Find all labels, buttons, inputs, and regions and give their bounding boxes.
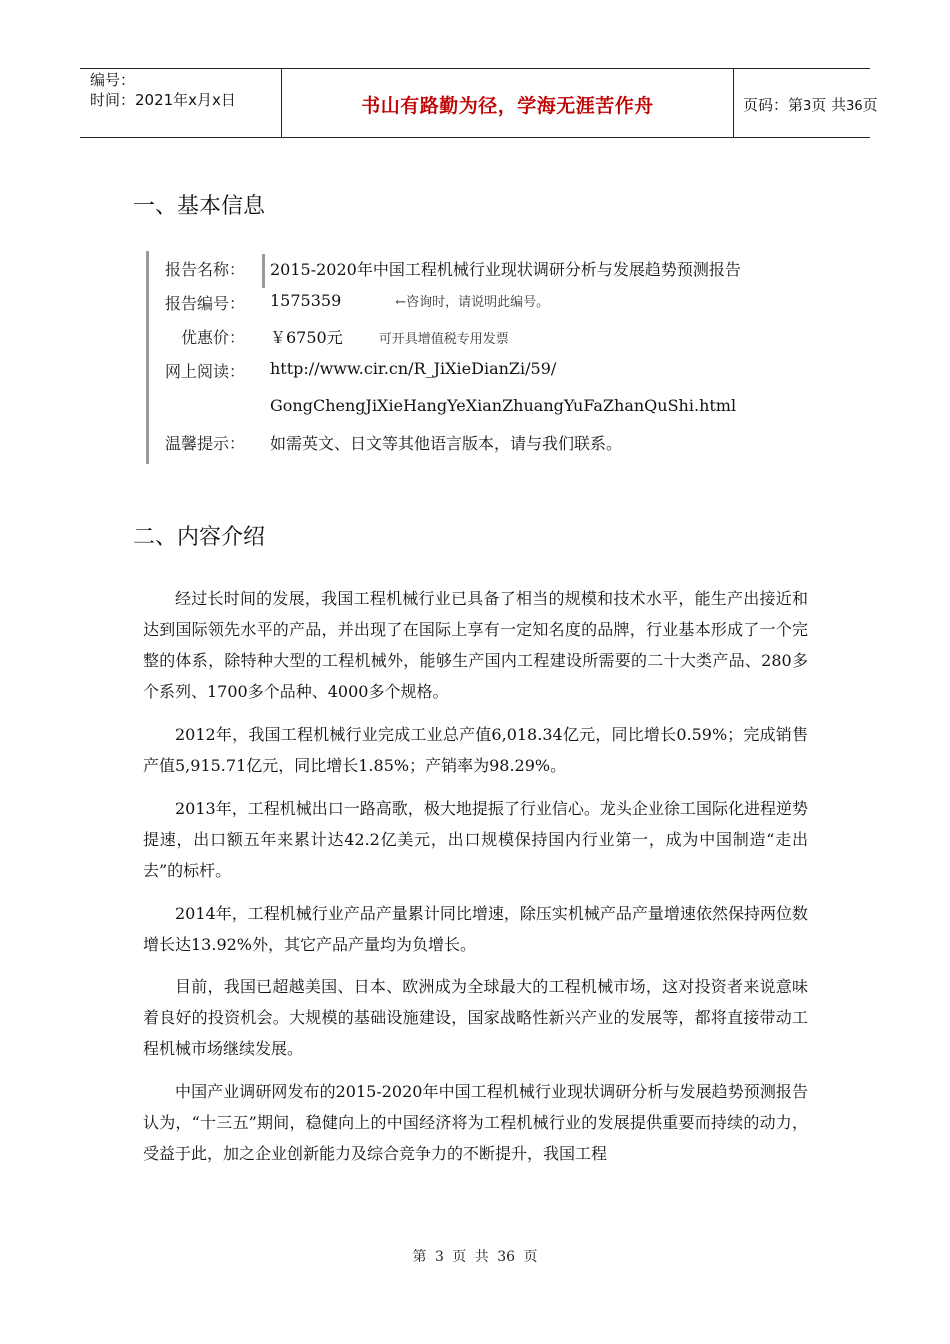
document-number-label: 编号： <box>90 71 136 89</box>
header-slogan-cell <box>281 69 734 137</box>
tip-value: 如需英文、日文等其他语言版本，请与我们联系。 <box>270 434 623 453</box>
info-row-tip <box>149 431 789 461</box>
report-code-number: 1575359 <box>270 291 342 310</box>
online-read-link-line2[interactable]: GongChengJiXieHangYeXianZhuangYuFaZhanQuShi.html <box>270 396 737 415</box>
online-read-link-line1[interactable]: http://www.cir.cn/R_JiXieDianZi/59/ <box>270 359 557 378</box>
page-current: 3 <box>803 99 812 114</box>
header-page-cell <box>733 69 878 137</box>
info-row-price <box>149 325 789 355</box>
document-date: 时间：2021年x月x日 <box>90 91 236 109</box>
report-name-value: 2015-2020年中国工程机械行业现状调研分析与发展趋势预测报告 <box>270 260 741 279</box>
content-paragraph: 2013年，工程机械出口一路高歌，极大地提振了行业信心。龙头企业徐工国际化进程逆势提速，出口额五年来累计达42.2亿美元，出口规模保持国内行业第一，成为中国制造“走出去”的标杆。 <box>143 799 808 880</box>
content-paragraph: 2012年，我国工程机械行业完成工业总产值6,018.34亿元，同比增长0.59%；完成销售产值5,915.71亿元，同比增长1.85%；产销率为98.29%。 <box>143 725 808 775</box>
online-read-label: 网上阅读： <box>165 362 246 381</box>
header-slogan: 书山有路勤为径，学海无涯苦作舟 <box>361 95 654 117</box>
page-total: 36 <box>846 99 863 114</box>
page-prefix: 页码：第 <box>743 96 804 114</box>
content-paragraph: 中国产业调研网发布的2015-2020年中国工程机械行业现状调研分析与发展趋势预测报告认为，“十三五”期间，稳健向上的中国经济将为工程机械行业的发展提供重要而持续的动力，受益于此，加之企业创新能力及综合竞争力的不断提升，我国工程 <box>143 1082 808 1163</box>
header-page-number <box>743 94 878 115</box>
page-header <box>80 68 878 138</box>
price-note: 可开具增值税专用发票 <box>378 332 509 347</box>
section-title-basic-info: 一、基本信息 <box>133 194 266 219</box>
report-info-block <box>146 251 789 464</box>
content-paragraph: 目前，我国已超越美国、日本、欧洲成为全球最大的工程机械市场，这对投资者来说意味着良好的投资机会。大规模的基础设施建设，国家战略性新兴产业的发展等，都将直接带动工程机械市场继续发展。 <box>143 977 808 1058</box>
price-value: ￥6750元 <box>270 328 343 347</box>
price-value-group <box>270 325 509 348</box>
info-row-url-cont <box>149 396 789 426</box>
page-suffix: 页 <box>862 96 878 114</box>
report-code-label: 报告编号： <box>165 294 246 313</box>
section-title-content: 二、内容介绍 <box>133 525 266 550</box>
info-row-code <box>149 291 789 321</box>
content-paragraph: 经过长时间的发展，我国工程机械行业已具备了相当的规模和技术水平，能生产出接近和达到国际领先水平的产品，并出现了在国际上享有一定知名度的品牌，行业基本形成了一个完整的体系，除特种大型的工程机械外，能够生产国内工程建设所需要的二十大类产品、280多个系列、1700多个品种、4000多个规格。 <box>143 589 808 701</box>
header-meta-cell <box>80 69 281 137</box>
info-row-url <box>149 359 789 389</box>
info-row-name <box>149 257 789 287</box>
report-name-label: 报告名称： <box>165 260 246 279</box>
report-code-value <box>270 291 549 310</box>
page-mid: 页 共 <box>811 96 847 114</box>
report-code-note: ←咨询时，请说明此编号。 <box>395 295 550 310</box>
content-paragraph: 2014年，工程机械行业产品产量累计同比增速，除压实机械产品产量增速依然保持两位数增长达13.92%外，其它产品产量均为负增长。 <box>143 904 808 954</box>
price-label: 优惠价： <box>180 328 245 347</box>
tip-label: 温馨提示： <box>165 434 246 453</box>
page-footer: 第 3 页 共 36 页 <box>412 1249 538 1265</box>
